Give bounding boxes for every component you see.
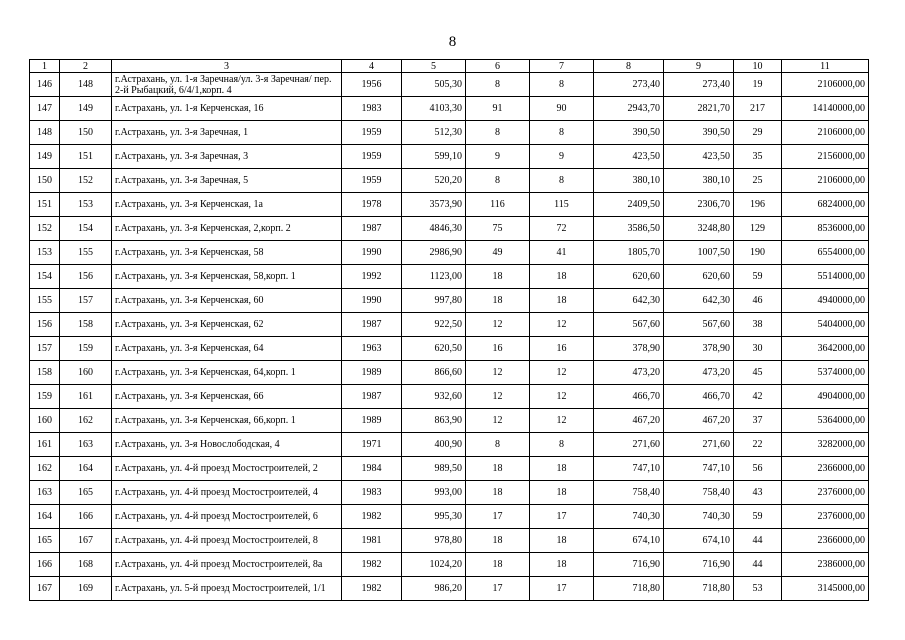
house-number-cell: 169 (60, 577, 112, 601)
residential-apartments-cell: 18 (530, 289, 594, 313)
total-area-cell: 978,80 (402, 529, 466, 553)
residential-apartments-cell: 16 (530, 337, 594, 361)
residents-count-cell: 29 (734, 121, 782, 145)
privatized-area-cell: 718,80 (664, 577, 734, 601)
row-index-cell: 148 (30, 121, 60, 145)
apartments-count-cell: 18 (466, 481, 530, 505)
apartments-count-cell: 8 (466, 433, 530, 457)
residential-apartments-cell: 41 (530, 241, 594, 265)
living-area-cell: 758,40 (594, 481, 664, 505)
total-area-cell: 1123,00 (402, 265, 466, 289)
amount-cell: 8536000,00 (782, 217, 869, 241)
address-cell: г.Астрахань, ул. 1-я Заречная/ул. 3-я Заречная/ пер. 2-й Рыбацкий, 6/4/1,корп. 4 (112, 73, 342, 97)
address-cell: г.Астрахань, ул. 3-я Керченская, 58 (112, 241, 342, 265)
house-number-cell: 148 (60, 73, 112, 97)
house-number-cell: 150 (60, 121, 112, 145)
residential-apartments-cell: 12 (530, 361, 594, 385)
address-cell: г.Астрахань, ул. 4-й проезд Мостостроителей, 8а (112, 553, 342, 577)
address-cell: г.Астрахань, ул. 3-я Заречная, 5 (112, 169, 342, 193)
col-header: 11 (782, 60, 869, 73)
residential-apartments-cell: 72 (530, 217, 594, 241)
residential-apartments-cell: 17 (530, 505, 594, 529)
apartments-count-cell: 49 (466, 241, 530, 265)
address-cell: г.Астрахань, ул. 3-я Новослободская, 4 (112, 433, 342, 457)
year-built-cell: 1987 (342, 217, 402, 241)
amount-cell: 2366000,00 (782, 457, 869, 481)
total-area-cell: 993,00 (402, 481, 466, 505)
address-cell: г.Астрахань, ул. 3-я Заречная, 1 (112, 121, 342, 145)
total-area-cell: 599,10 (402, 145, 466, 169)
address-cell: г.Астрахань, ул. 3-я Керченская, 64,корп. 1 (112, 361, 342, 385)
residents-count-cell: 44 (734, 529, 782, 553)
address-cell: г.Астрахань, ул. 1-я Керченская, 16 (112, 97, 342, 121)
residential-apartments-cell: 8 (530, 73, 594, 97)
year-built-cell: 1990 (342, 241, 402, 265)
apartments-count-cell: 18 (466, 289, 530, 313)
living-area-cell: 467,20 (594, 409, 664, 433)
amount-cell: 2376000,00 (782, 505, 869, 529)
page-number: 8 (448, 34, 457, 50)
residential-apartments-cell: 18 (530, 481, 594, 505)
residents-count-cell: 45 (734, 361, 782, 385)
col-header: 5 (402, 60, 466, 73)
apartments-count-cell: 17 (466, 505, 530, 529)
privatized-area-cell: 271,60 (664, 433, 734, 457)
living-area-cell: 747,10 (594, 457, 664, 481)
total-area-cell: 4846,30 (402, 217, 466, 241)
row-index-cell: 165 (30, 529, 60, 553)
row-index-cell: 167 (30, 577, 60, 601)
apartments-count-cell: 12 (466, 313, 530, 337)
apartments-count-cell: 9 (466, 145, 530, 169)
col-header: 7 (530, 60, 594, 73)
apartments-count-cell: 8 (466, 169, 530, 193)
residential-apartments-cell: 18 (530, 529, 594, 553)
house-number-cell: 166 (60, 505, 112, 529)
residential-apartments-cell: 115 (530, 193, 594, 217)
residents-count-cell: 46 (734, 289, 782, 313)
house-number-cell: 160 (60, 361, 112, 385)
amount-cell: 4904000,00 (782, 385, 869, 409)
year-built-cell: 1990 (342, 289, 402, 313)
total-area-cell: 3573,90 (402, 193, 466, 217)
col-header: 1 (30, 60, 60, 73)
col-header: 4 (342, 60, 402, 73)
privatized-area-cell: 2306,70 (664, 193, 734, 217)
table-row (30, 97, 869, 121)
amount-cell: 2376000,00 (782, 481, 869, 505)
living-area-cell: 271,60 (594, 433, 664, 457)
living-area-cell: 740,30 (594, 505, 664, 529)
residents-count-cell: 59 (734, 505, 782, 529)
row-index-cell: 160 (30, 409, 60, 433)
privatized-area-cell: 467,20 (664, 409, 734, 433)
residential-apartments-cell: 8 (530, 121, 594, 145)
table-row (30, 433, 869, 457)
privatized-area-cell: 273,40 (664, 73, 734, 97)
house-number-cell: 161 (60, 385, 112, 409)
living-area-cell: 567,60 (594, 313, 664, 337)
living-area-cell: 2409,50 (594, 193, 664, 217)
residential-apartments-cell: 8 (530, 169, 594, 193)
amount-cell: 5364000,00 (782, 409, 869, 433)
house-number-cell: 156 (60, 265, 112, 289)
year-built-cell: 1982 (342, 577, 402, 601)
house-number-cell: 165 (60, 481, 112, 505)
row-index-cell: 163 (30, 481, 60, 505)
address-cell: г.Астрахань, ул. 3-я Керченская, 66 (112, 385, 342, 409)
header-row (30, 60, 869, 73)
apartments-count-cell: 18 (466, 457, 530, 481)
living-area-cell: 2943,70 (594, 97, 664, 121)
table-row (30, 73, 869, 97)
apartments-count-cell: 8 (466, 73, 530, 97)
table-row (30, 313, 869, 337)
year-built-cell: 1959 (342, 169, 402, 193)
row-index-cell: 162 (30, 457, 60, 481)
col-header: 8 (594, 60, 664, 73)
residential-apartments-cell: 18 (530, 457, 594, 481)
table-row (30, 289, 869, 313)
house-number-cell: 167 (60, 529, 112, 553)
row-index-cell: 161 (30, 433, 60, 457)
table-row (30, 409, 869, 433)
residential-apartments-cell: 17 (530, 577, 594, 601)
residential-apartments-cell: 18 (530, 265, 594, 289)
residential-apartments-cell: 8 (530, 433, 594, 457)
table-body (30, 73, 869, 601)
house-number-cell: 162 (60, 409, 112, 433)
amount-cell: 2106000,00 (782, 73, 869, 97)
address-cell: г.Астрахань, ул. 3-я Керченская, 58,корп. 1 (112, 265, 342, 289)
amount-cell: 2386000,00 (782, 553, 869, 577)
row-index-cell: 151 (30, 193, 60, 217)
apartments-count-cell: 12 (466, 361, 530, 385)
total-area-cell: 986,20 (402, 577, 466, 601)
address-cell: г.Астрахань, ул. 3-я Керченская, 62 (112, 313, 342, 337)
year-built-cell: 1971 (342, 433, 402, 457)
total-area-cell: 512,30 (402, 121, 466, 145)
residents-count-cell: 59 (734, 265, 782, 289)
row-index-cell: 155 (30, 289, 60, 313)
table-row (30, 577, 869, 601)
apartments-count-cell: 17 (466, 577, 530, 601)
total-area-cell: 620,50 (402, 337, 466, 361)
residential-apartments-cell: 9 (530, 145, 594, 169)
residential-apartments-cell: 90 (530, 97, 594, 121)
house-number-cell: 157 (60, 289, 112, 313)
address-cell: г.Астрахань, ул. 3-я Керченская, 2,корп. 2 (112, 217, 342, 241)
row-index-cell: 154 (30, 265, 60, 289)
year-built-cell: 1963 (342, 337, 402, 361)
row-index-cell: 164 (30, 505, 60, 529)
row-index-cell: 146 (30, 73, 60, 97)
privatized-area-cell: 390,50 (664, 121, 734, 145)
table-row (30, 553, 869, 577)
apartments-count-cell: 18 (466, 529, 530, 553)
residents-count-cell: 129 (734, 217, 782, 241)
housing-register-table (29, 59, 869, 601)
residential-apartments-cell: 12 (530, 313, 594, 337)
table-row (30, 529, 869, 553)
residents-count-cell: 25 (734, 169, 782, 193)
row-index-cell: 159 (30, 385, 60, 409)
house-number-cell: 168 (60, 553, 112, 577)
year-built-cell: 1982 (342, 505, 402, 529)
table-row (30, 481, 869, 505)
residents-count-cell: 19 (734, 73, 782, 97)
privatized-area-cell: 466,70 (664, 385, 734, 409)
living-area-cell: 273,40 (594, 73, 664, 97)
amount-cell: 5374000,00 (782, 361, 869, 385)
year-built-cell: 1989 (342, 409, 402, 433)
residents-count-cell: 22 (734, 433, 782, 457)
total-area-cell: 922,50 (402, 313, 466, 337)
living-area-cell: 642,30 (594, 289, 664, 313)
total-area-cell: 932,60 (402, 385, 466, 409)
living-area-cell: 423,50 (594, 145, 664, 169)
residential-apartments-cell: 12 (530, 409, 594, 433)
house-number-cell: 158 (60, 313, 112, 337)
total-area-cell: 866,60 (402, 361, 466, 385)
privatized-area-cell: 473,20 (664, 361, 734, 385)
privatized-area-cell: 423,50 (664, 145, 734, 169)
apartments-count-cell: 116 (466, 193, 530, 217)
row-index-cell: 149 (30, 145, 60, 169)
table-row (30, 169, 869, 193)
privatized-area-cell: 378,90 (664, 337, 734, 361)
address-cell: г.Астрахань, ул. 4-й проезд Мостостроителей, 2 (112, 457, 342, 481)
total-area-cell: 1024,20 (402, 553, 466, 577)
total-area-cell: 997,80 (402, 289, 466, 313)
row-index-cell: 147 (30, 97, 60, 121)
apartments-count-cell: 8 (466, 121, 530, 145)
amount-cell: 6554000,00 (782, 241, 869, 265)
total-area-cell: 995,30 (402, 505, 466, 529)
col-header: 9 (664, 60, 734, 73)
living-area-cell: 390,50 (594, 121, 664, 145)
address-cell: г.Астрахань, ул. 4-й проезд Мостостроителей, 6 (112, 505, 342, 529)
apartments-count-cell: 91 (466, 97, 530, 121)
year-built-cell: 1959 (342, 145, 402, 169)
col-header: 2 (60, 60, 112, 73)
total-area-cell: 520,20 (402, 169, 466, 193)
house-number-cell: 149 (60, 97, 112, 121)
table-row (30, 121, 869, 145)
privatized-area-cell: 1007,50 (664, 241, 734, 265)
address-cell: г.Астрахань, ул. 3-я Керченская, 64 (112, 337, 342, 361)
living-area-cell: 380,10 (594, 169, 664, 193)
table-row (30, 505, 869, 529)
apartments-count-cell: 75 (466, 217, 530, 241)
house-number-cell: 163 (60, 433, 112, 457)
row-index-cell: 166 (30, 553, 60, 577)
total-area-cell: 400,90 (402, 433, 466, 457)
apartments-count-cell: 12 (466, 409, 530, 433)
privatized-area-cell: 620,60 (664, 265, 734, 289)
amount-cell: 3145000,00 (782, 577, 869, 601)
amount-cell: 4940000,00 (782, 289, 869, 313)
privatized-area-cell: 758,40 (664, 481, 734, 505)
total-area-cell: 863,90 (402, 409, 466, 433)
living-area-cell: 466,70 (594, 385, 664, 409)
residents-count-cell: 196 (734, 193, 782, 217)
table-row (30, 265, 869, 289)
privatized-area-cell: 716,90 (664, 553, 734, 577)
address-cell: г.Астрахань, ул. 3-я Заречная, 3 (112, 145, 342, 169)
amount-cell: 5404000,00 (782, 313, 869, 337)
residents-count-cell: 190 (734, 241, 782, 265)
amount-cell: 2366000,00 (782, 529, 869, 553)
house-number-cell: 151 (60, 145, 112, 169)
col-header: 6 (466, 60, 530, 73)
address-cell: г.Астрахань, ул. 3-я Керченская, 66,корп. 1 (112, 409, 342, 433)
address-cell: г.Астрахань, ул. 3-я Керченская, 1а (112, 193, 342, 217)
residential-apartments-cell: 12 (530, 385, 594, 409)
living-area-cell: 1805,70 (594, 241, 664, 265)
total-area-cell: 4103,30 (402, 97, 466, 121)
row-index-cell: 157 (30, 337, 60, 361)
table-row (30, 241, 869, 265)
row-index-cell: 152 (30, 217, 60, 241)
address-cell: г.Астрахань, ул. 4-й проезд Мостостроителей, 8 (112, 529, 342, 553)
residents-count-cell: 30 (734, 337, 782, 361)
row-index-cell: 150 (30, 169, 60, 193)
privatized-area-cell: 380,10 (664, 169, 734, 193)
year-built-cell: 1983 (342, 481, 402, 505)
year-built-cell: 1981 (342, 529, 402, 553)
house-number-cell: 155 (60, 241, 112, 265)
privatized-area-cell: 747,10 (664, 457, 734, 481)
privatized-area-cell: 3248,80 (664, 217, 734, 241)
privatized-area-cell: 740,30 (664, 505, 734, 529)
total-area-cell: 505,30 (402, 73, 466, 97)
apartments-count-cell: 16 (466, 337, 530, 361)
residential-apartments-cell: 18 (530, 553, 594, 577)
privatized-area-cell: 674,10 (664, 529, 734, 553)
address-cell: г.Астрахань, ул. 3-я Керченская, 60 (112, 289, 342, 313)
col-header: 3 (112, 60, 342, 73)
privatized-area-cell: 2821,70 (664, 97, 734, 121)
residents-count-cell: 217 (734, 97, 782, 121)
apartments-count-cell: 18 (466, 553, 530, 577)
row-index-cell: 158 (30, 361, 60, 385)
residents-count-cell: 37 (734, 409, 782, 433)
total-area-cell: 2986,90 (402, 241, 466, 265)
amount-cell: 2106000,00 (782, 169, 869, 193)
amount-cell: 14140000,00 (782, 97, 869, 121)
amount-cell: 6824000,00 (782, 193, 869, 217)
table-row (30, 193, 869, 217)
residents-count-cell: 38 (734, 313, 782, 337)
table-row (30, 217, 869, 241)
amount-cell: 5514000,00 (782, 265, 869, 289)
amount-cell: 2156000,00 (782, 145, 869, 169)
year-built-cell: 1959 (342, 121, 402, 145)
living-area-cell: 718,80 (594, 577, 664, 601)
amount-cell: 2106000,00 (782, 121, 869, 145)
year-built-cell: 1983 (342, 97, 402, 121)
living-area-cell: 716,90 (594, 553, 664, 577)
year-built-cell: 1982 (342, 553, 402, 577)
col-header: 10 (734, 60, 782, 73)
living-area-cell: 473,20 (594, 361, 664, 385)
row-index-cell: 153 (30, 241, 60, 265)
table-row (30, 457, 869, 481)
table-row (30, 385, 869, 409)
residents-count-cell: 56 (734, 457, 782, 481)
residents-count-cell: 53 (734, 577, 782, 601)
apartments-count-cell: 18 (466, 265, 530, 289)
living-area-cell: 674,10 (594, 529, 664, 553)
year-built-cell: 1987 (342, 313, 402, 337)
privatized-area-cell: 642,30 (664, 289, 734, 313)
total-area-cell: 989,50 (402, 457, 466, 481)
living-area-cell: 620,60 (594, 265, 664, 289)
year-built-cell: 1987 (342, 385, 402, 409)
amount-cell: 3282000,00 (782, 433, 869, 457)
year-built-cell: 1956 (342, 73, 402, 97)
residents-count-cell: 42 (734, 385, 782, 409)
house-number-cell: 164 (60, 457, 112, 481)
table-row (30, 361, 869, 385)
living-area-cell: 378,90 (594, 337, 664, 361)
residents-count-cell: 43 (734, 481, 782, 505)
residents-count-cell: 44 (734, 553, 782, 577)
table-row (30, 337, 869, 361)
year-built-cell: 1984 (342, 457, 402, 481)
row-index-cell: 156 (30, 313, 60, 337)
year-built-cell: 1992 (342, 265, 402, 289)
address-cell: г.Астрахань, ул. 5-й проезд Мостостроителей, 1/1 (112, 577, 342, 601)
address-cell: г.Астрахань, ул. 4-й проезд Мостостроителей, 4 (112, 481, 342, 505)
house-number-cell: 154 (60, 217, 112, 241)
apartments-count-cell: 12 (466, 385, 530, 409)
amount-cell: 3642000,00 (782, 337, 869, 361)
house-number-cell: 159 (60, 337, 112, 361)
year-built-cell: 1989 (342, 361, 402, 385)
table-row (30, 145, 869, 169)
living-area-cell: 3586,50 (594, 217, 664, 241)
house-number-cell: 153 (60, 193, 112, 217)
year-built-cell: 1978 (342, 193, 402, 217)
privatized-area-cell: 567,60 (664, 313, 734, 337)
residents-count-cell: 35 (734, 145, 782, 169)
house-number-cell: 152 (60, 169, 112, 193)
